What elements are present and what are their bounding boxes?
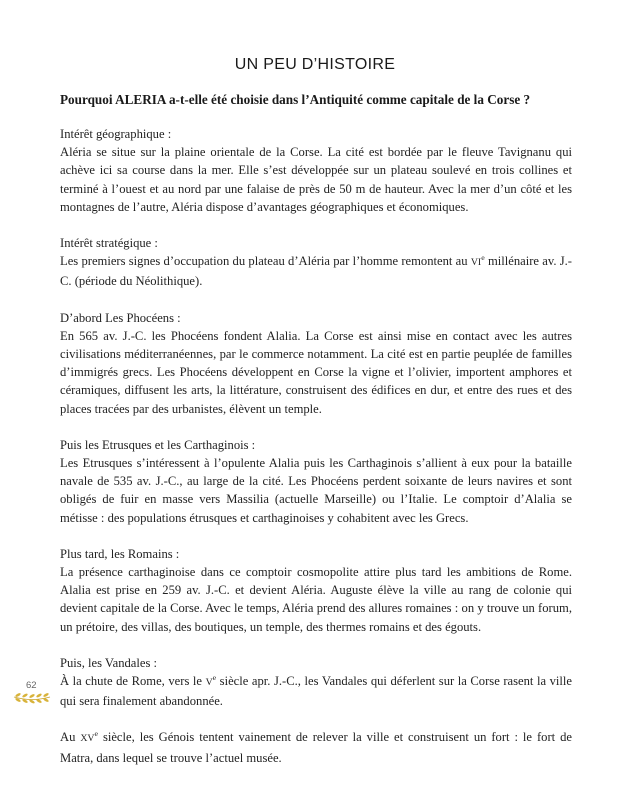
roman-numeral: V xyxy=(205,677,213,689)
section-heading: Intérêt géographique : xyxy=(60,127,172,141)
section-heading: Plus tard, les Romains : xyxy=(60,546,180,561)
section-strategic-interest xyxy=(60,234,572,291)
section-body xyxy=(60,728,572,766)
body-text: À la chute de Rome, vers le xyxy=(60,674,206,689)
page-number: 62 xyxy=(26,680,37,691)
section-geographic-interest xyxy=(60,125,572,216)
history-content xyxy=(60,125,572,785)
section-body xyxy=(60,252,572,290)
section-heading: Puis, les Vandales : xyxy=(60,655,158,670)
section-body: Aléria se situe sur la plaine orientale de la Corse. La cité est bordée par le fleuve Tavignanu qui achève ici sa course dans la mer. Elle s’est développée sur un plateau soulevé en trois collines et terminé à l’ouest et au nord par une falaise de près de 50 m de hauteur. Avec la mer d’un côté et les montagnes de l’autre, Aléria dispose d’avantages géographiques et économiques. xyxy=(60,145,572,214)
section-romans xyxy=(60,545,572,636)
roman-numeral: XV xyxy=(80,733,95,745)
section-heading: Puis les Etrusques et les Carthaginois : xyxy=(60,437,256,452)
body-text: siècle, les Génois tentent vainement de relever la ville et construisent un fort : le fort de Matra, dans lequel se trouve l’actuel musée. xyxy=(60,730,572,765)
main-question: Pourquoi ALERIA a-t-elle été choisie dans l’Antiquité comme capitale de la Corse ? xyxy=(60,92,531,107)
section-vandals xyxy=(60,654,572,711)
section-genoese xyxy=(60,728,572,766)
section-heading: Intérêt stratégique : xyxy=(60,236,158,251)
section-body: En 565 av. J.-C. les Phocéens fondent Alalia. La Corse est ainsi mise en contact avec les autres civilisations méditerranéennes, par le commerce notamment. La cité est en partie peuplée de familles d’immigrés grecs. Les Phocéens développent en Corse la vigne et l’olivier, importent amphores et céramiques, diffusent les arts, la littérature, construisent des édifices en dur, et entre des rues et des places tracées par des urbanistes, élèvent un temple. xyxy=(60,328,572,416)
ordinal-suffix: e xyxy=(94,729,98,739)
section-body: Les Etrusques s’intéressent à l’opulente Alalia puis les Carthaginois s’allient à eux pour la bataille navale de 535 av. J.-C., au large de la cité. Les Phocéens perdent soixante de leurs navires et sont obligés de fuir en masse vers Massilia (actuelle Marseille) ou l’Italie. Le comptoir d’Alalia se métisse : des populations étrusques et carthaginoises y cohabitent avec les Grecs. xyxy=(60,456,572,525)
body-text: Les premiers signes d’occupation du plateau d’Aléria par l’homme remontent au xyxy=(60,254,471,269)
section-phoceans xyxy=(60,309,572,418)
page-title: UN PEU D’HISTOIRE xyxy=(234,56,396,73)
body-text: Au xyxy=(60,730,81,745)
section-body xyxy=(60,672,572,710)
section-etruscans-carthaginians xyxy=(60,436,572,527)
section-heading: D’abord Les Phocéens : xyxy=(60,310,181,325)
ordinal-suffix: e xyxy=(481,253,485,263)
laurel-icon xyxy=(12,690,52,704)
body-text: millénaire av. J.-C. (période du Néolithique). xyxy=(60,254,572,289)
body-text: siècle apr. J.-C., les Vandales qui déferlent sur la Corse rasent la ville qui sera finalement abandonnée. xyxy=(60,674,572,709)
ordinal-suffix: e xyxy=(212,672,217,682)
roman-numeral: VI xyxy=(470,257,482,269)
section-body: La présence carthaginoise dans ce comptoir cosmopolite attire plus tard les ambitions de Rome. Alalia est prise en 259 av. J.-C. et devient Aléria. Auguste élève la ville au rang de colonie qui devient capitale de la Corse. Avec le temps, Aléria prend des allures romaines : on y trouve un forum, un prétoire, des villas, des boutiques, un temple, des thermes romains et des égouts. xyxy=(60,565,572,634)
